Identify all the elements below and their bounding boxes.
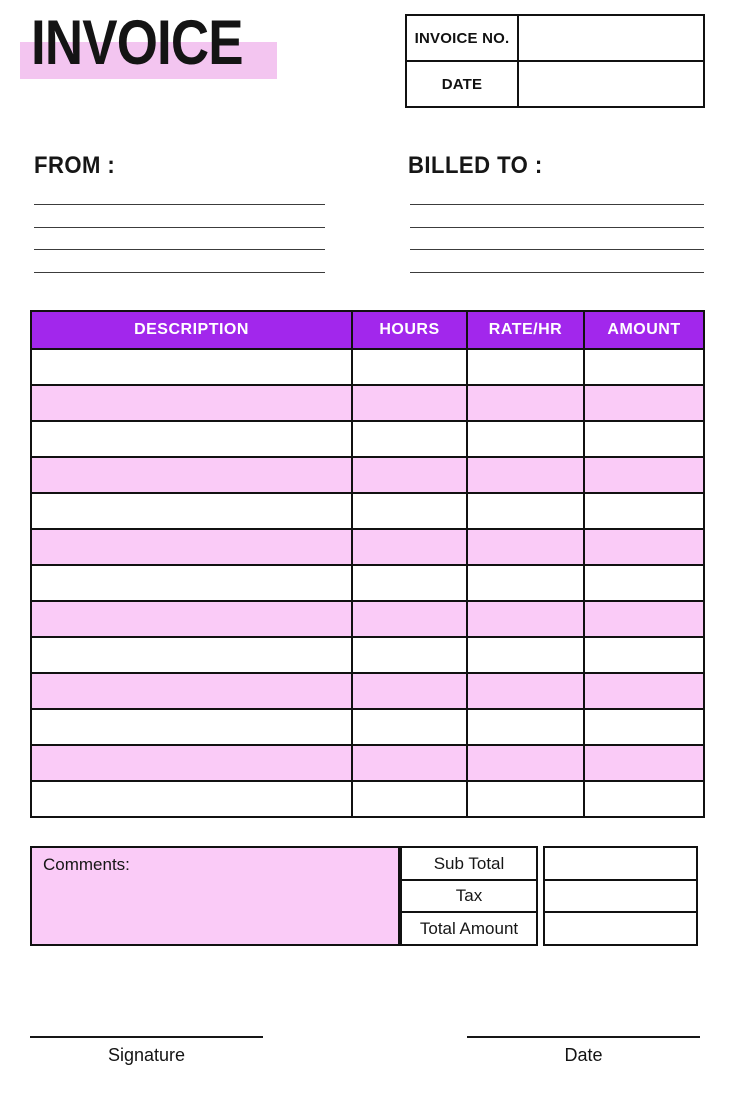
billed-to-line-1[interactable] bbox=[410, 204, 704, 205]
table-cell[interactable] bbox=[31, 385, 352, 421]
table-cell[interactable] bbox=[584, 781, 704, 817]
total-amount-field[interactable] bbox=[543, 911, 698, 946]
table-cell[interactable] bbox=[584, 565, 704, 601]
signature-caption: Signature bbox=[107, 1045, 186, 1065]
table-row bbox=[31, 529, 704, 565]
page-title: INVOICE bbox=[31, 8, 243, 78]
signature-line[interactable] bbox=[30, 1036, 263, 1038]
table-cell[interactable] bbox=[352, 781, 467, 817]
subtotal-field[interactable] bbox=[543, 846, 698, 881]
column-header-rate: RATE/HR bbox=[467, 311, 584, 349]
table-cell[interactable] bbox=[352, 385, 467, 421]
table-cell[interactable] bbox=[584, 601, 704, 637]
table-row bbox=[31, 385, 704, 421]
table-cell[interactable] bbox=[352, 601, 467, 637]
table-row bbox=[31, 637, 704, 673]
table-cell[interactable] bbox=[31, 529, 352, 565]
table-cell[interactable] bbox=[467, 493, 584, 529]
table-row bbox=[31, 421, 704, 457]
table-cell[interactable] bbox=[584, 637, 704, 673]
table-cell[interactable] bbox=[31, 457, 352, 493]
billed-to-line-2[interactable] bbox=[410, 227, 704, 228]
table-cell[interactable] bbox=[352, 745, 467, 781]
table-row bbox=[31, 349, 704, 385]
table-cell[interactable] bbox=[467, 745, 584, 781]
table-row bbox=[31, 745, 704, 781]
table-cell[interactable] bbox=[352, 637, 467, 673]
table-cell[interactable] bbox=[352, 565, 467, 601]
table-cell[interactable] bbox=[31, 565, 352, 601]
invoice-date-field[interactable] bbox=[518, 61, 704, 107]
table-cell[interactable] bbox=[584, 709, 704, 745]
subtotal-label: Sub Total bbox=[400, 846, 538, 881]
billed-to-line-3[interactable] bbox=[410, 249, 704, 250]
comments-label: Comments: bbox=[43, 855, 130, 874]
table-cell[interactable] bbox=[31, 709, 352, 745]
from-line-1[interactable] bbox=[34, 204, 325, 205]
subtotal-row bbox=[400, 846, 698, 881]
column-header-amount: AMOUNT bbox=[584, 311, 704, 349]
totals-block bbox=[400, 846, 698, 946]
table-cell[interactable] bbox=[31, 637, 352, 673]
table-cell[interactable] bbox=[467, 637, 584, 673]
table-cell[interactable] bbox=[584, 349, 704, 385]
invoice-date-row bbox=[406, 61, 704, 107]
date-caption: Date bbox=[564, 1045, 603, 1065]
table-cell[interactable] bbox=[352, 709, 467, 745]
column-header-description: DESCRIPTION bbox=[31, 311, 352, 349]
table-cell[interactable] bbox=[31, 421, 352, 457]
table-cell[interactable] bbox=[352, 493, 467, 529]
tax-label: Tax bbox=[400, 879, 538, 914]
table-cell[interactable] bbox=[584, 421, 704, 457]
table-cell[interactable] bbox=[467, 457, 584, 493]
from-line-2[interactable] bbox=[34, 227, 325, 228]
column-header-hours: HOURS bbox=[352, 311, 467, 349]
table-cell[interactable] bbox=[467, 673, 584, 709]
comments-box[interactable] bbox=[30, 846, 400, 946]
table-row bbox=[31, 709, 704, 745]
tax-row bbox=[400, 879, 698, 914]
table-cell[interactable] bbox=[467, 781, 584, 817]
billed-to-label: BILLED TO : bbox=[408, 152, 543, 179]
table-cell[interactable] bbox=[352, 349, 467, 385]
from-label: FROM : bbox=[34, 152, 116, 179]
table-header-row bbox=[31, 311, 704, 349]
invoice-date-label: DATE bbox=[406, 61, 518, 107]
table-cell[interactable] bbox=[467, 565, 584, 601]
table-cell[interactable] bbox=[467, 385, 584, 421]
table-cell[interactable] bbox=[584, 529, 704, 565]
table-cell[interactable] bbox=[31, 493, 352, 529]
table-cell[interactable] bbox=[584, 673, 704, 709]
table-cell[interactable] bbox=[352, 529, 467, 565]
table-cell[interactable] bbox=[352, 457, 467, 493]
table-row bbox=[31, 673, 704, 709]
table-cell[interactable] bbox=[31, 601, 352, 637]
table-cell[interactable] bbox=[467, 421, 584, 457]
table-cell[interactable] bbox=[467, 529, 584, 565]
table-row bbox=[31, 493, 704, 529]
total-amount-row bbox=[400, 911, 698, 946]
table-cell[interactable] bbox=[31, 781, 352, 817]
invoice-no-row bbox=[406, 15, 704, 61]
table-cell[interactable] bbox=[31, 745, 352, 781]
table-cell[interactable] bbox=[584, 493, 704, 529]
table-cell[interactable] bbox=[31, 673, 352, 709]
total-amount-label: Total Amount bbox=[400, 911, 538, 946]
line-items-table bbox=[30, 310, 705, 818]
table-cell[interactable] bbox=[584, 745, 704, 781]
table-cell[interactable] bbox=[352, 421, 467, 457]
table-cell[interactable] bbox=[584, 385, 704, 421]
from-line-4[interactable] bbox=[34, 272, 325, 273]
invoice-no-field[interactable] bbox=[518, 15, 704, 61]
table-cell[interactable] bbox=[467, 349, 584, 385]
table-cell[interactable] bbox=[584, 457, 704, 493]
invoice-meta-box bbox=[405, 14, 705, 108]
table-row bbox=[31, 601, 704, 637]
table-cell[interactable] bbox=[352, 673, 467, 709]
table-cell[interactable] bbox=[467, 601, 584, 637]
billed-to-line-4[interactable] bbox=[410, 272, 704, 273]
invoice-table-body bbox=[31, 349, 704, 817]
date-line[interactable] bbox=[467, 1036, 700, 1038]
table-cell[interactable] bbox=[467, 709, 584, 745]
table-cell[interactable] bbox=[31, 349, 352, 385]
summary-section bbox=[30, 846, 698, 946]
invoice-no-label: INVOICE NO. bbox=[406, 15, 518, 61]
table-row bbox=[31, 565, 704, 601]
tax-field[interactable] bbox=[543, 879, 698, 914]
table-row bbox=[31, 457, 704, 493]
from-line-3[interactable] bbox=[34, 249, 325, 250]
table-row bbox=[31, 781, 704, 817]
